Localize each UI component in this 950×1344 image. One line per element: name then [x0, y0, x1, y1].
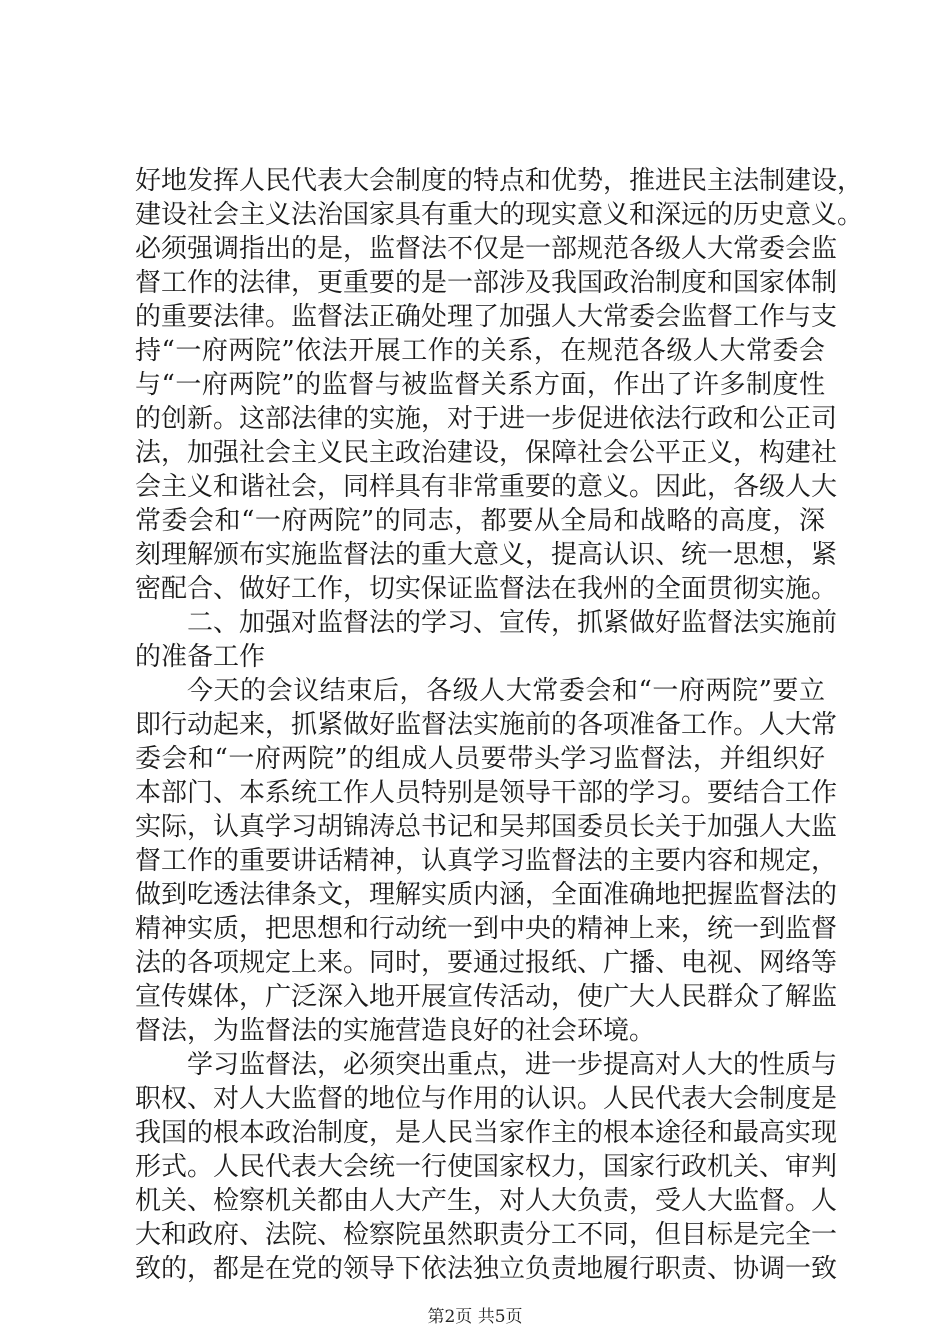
text-line: 做到吃透法律条文，理解实质内涵，全面准确地把握监督法的 — [135, 880, 838, 910]
text-line: 职权、对人大监督的地位与作用的认识。人民代表大会制度是 — [135, 1084, 838, 1114]
text-line: 形式。人民代表大会统一行使国家权力，国家行政机关、审判 — [135, 1152, 838, 1182]
text-line: 法，加强社会主义民主政治建设，保障社会公平正义，构建社 — [135, 438, 838, 468]
text-line: 好地发挥人民代表大会制度的特点和优势，推进民主法制建设， — [135, 166, 864, 196]
text-line: 实际，认真学习胡锦涛总书记和吴邦国委员长关于加强人大监 — [135, 812, 838, 842]
text-line: 督工作的重要讲话精神，认真学习监督法的主要内容和规定， — [135, 846, 838, 876]
text-line: 的重要法律。监督法正确处理了加强人大常委会监督工作与支 — [135, 302, 838, 332]
text-line: 持“一府两院”依法开展工作的关系，在规范各级人大常委会 — [135, 336, 825, 366]
text-line: 致的，都是在党的领导下依法独立负责地履行职责、协调一致 — [135, 1254, 838, 1284]
text-line: 必须强调指出的是，监督法不仅是一部规范各级人大常委会监 — [135, 234, 838, 264]
text-line: 密配合、做好工作，切实保证监督法在我州的全面贯彻实施。 — [135, 574, 838, 604]
text-line: 的创新。这部法律的实施，对于进一步促进依法行政和公正司 — [135, 404, 838, 434]
text-line: 委会和“一府两院”的组成人员要带头学习监督法，并组织好 — [135, 744, 825, 774]
text-line: 学习监督法，必须突出重点，进一步提高对人大的性质与 — [187, 1050, 838, 1080]
text-line: 督法，为监督法的实施营造良好的社会环境。 — [135, 1016, 656, 1046]
text-line: 即行动起来，抓紧做好监督法实施前的各项准备工作。人大常 — [135, 710, 838, 740]
text-line: 督工作的法律，更重要的是一部涉及我国政治制度和国家体制 — [135, 268, 838, 298]
text-line: 今天的会议结束后，各级人大常委会和“一府两院”要立 — [187, 676, 825, 706]
text-line: 建设社会主义法治国家具有重大的现实意义和深远的历史意义。 — [135, 200, 864, 230]
text-line: 机关、检察机关都由人大产生，对人大负责，受人大监督。人 — [135, 1186, 838, 1216]
text-line: 会主义和谐社会，同样具有非常重要的意义。因此，各级人大 — [135, 472, 838, 502]
page-number-footer: 第2页 共5页 — [427, 1307, 523, 1327]
text-line: 与“一府两院”的监督与被监督关系方面，作出了许多制度性 — [135, 370, 825, 400]
text-line: 常委会和“一府两院”的同志，都要从全局和战略的高度，深 — [135, 506, 825, 536]
text-line: 刻理解颁布实施监督法的重大意义，提高认识、统一思想，紧 — [135, 540, 838, 570]
text-line: 大和政府、法院、检察院虽然职责分工不同，但目标是完全一 — [135, 1220, 838, 1250]
section-heading-line: 的准备工作 — [135, 642, 266, 672]
text-line: 精神实质，把思想和行动统一到中央的精神上来，统一到监督 — [135, 914, 838, 944]
text-line: 宣传媒体，广泛深入地开展宣传活动，使广大人民群众了解监 — [135, 982, 838, 1012]
text-line: 本部门、本系统工作人员特别是领导干部的学习。要结合工作 — [135, 778, 838, 808]
text-line: 我国的根本政治制度，是人民当家作主的根本途径和最高实现 — [135, 1118, 838, 1148]
section-heading-line: 二、加强对监督法的学习、宣传，抓紧做好监督法实施前 — [187, 608, 838, 638]
text-line: 法的各项规定上来。同时，要通过报纸、广播、电视、网络等 — [135, 948, 838, 978]
